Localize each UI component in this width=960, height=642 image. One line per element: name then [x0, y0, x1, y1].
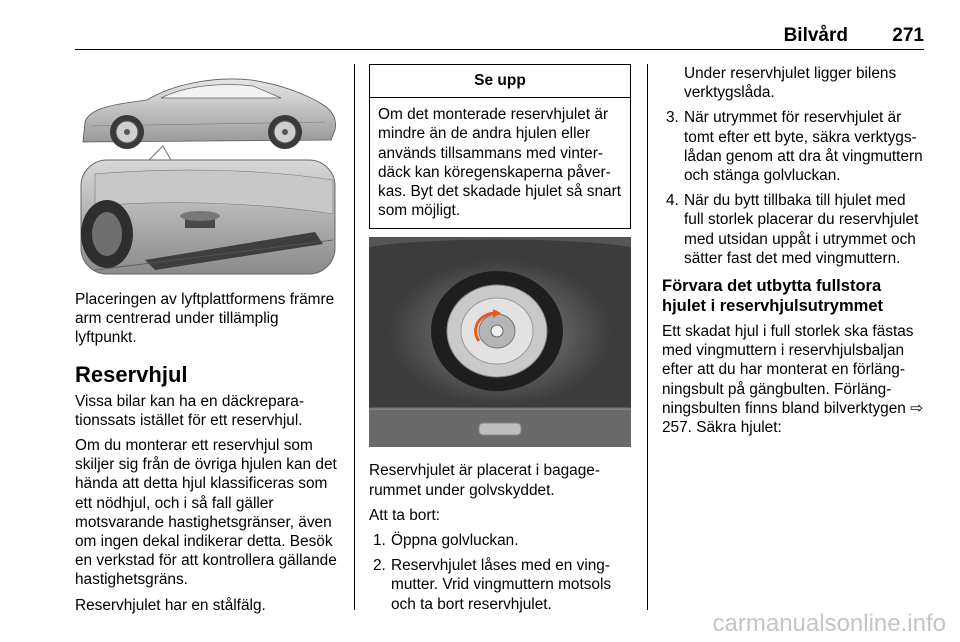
paragraph: Reservhjulet har en stålfälg.	[75, 596, 266, 614]
subsection-title: Förvara det utbytta fullstora hjulet i reservhjulsutrymmet	[662, 277, 883, 316]
page-reference-link[interactable]: 257. Säkra hjulet:	[662, 419, 782, 437]
paragraph: Om du monterar ett reservhjul som skiljer sig från de övriga hjulen kan det hända att detta hjul klassificeras som ett nödhjul, och i så fall gäller motsvarande hastighetsgränser, även om ingen dekal indikerar detta. Besök en verkstad för att kontrollera gällande hastighetsgräns.	[75, 437, 337, 589]
page-header	[75, 22, 924, 52]
column-middle	[369, 64, 631, 620]
paragraph-text: Ett skadat hjul i full storlek ska fästas med vingmuttern i reservhjulsbaljan efter att du har monterat en förlängningsbult på gängbulten. Förlängningsbulten finns bland bilverktygen	[662, 323, 914, 417]
step-text: När du bytt tillbaka till hjulet med full storlek placerar du reservhjulet med utsidan uppåt i utrymmet och sätter fast det med vingmuttern.	[684, 192, 919, 267]
watermark: carmanualsonline.info	[712, 610, 946, 637]
step-number: 2.	[373, 557, 386, 575]
caution-title: Se upp	[370, 65, 630, 98]
paragraph: Vissa bilar kan ha en däckreparationssats istället för ett reservhjul.	[75, 392, 305, 429]
list-item	[369, 556, 631, 614]
step-continuation: Under reservhjulet ligger bilens verktygslåda.	[684, 65, 897, 102]
step-number: 4.	[666, 192, 679, 210]
chapter-title: Bilvård	[783, 25, 848, 46]
paragraph	[662, 322, 925, 437]
list-item	[662, 191, 925, 268]
step-number: 1.	[373, 532, 386, 550]
list-item	[662, 108, 925, 185]
car-lift-illustration	[75, 64, 340, 276]
step-text: När utrymmet för reservhjulet är tomt efter ett byte, säkra verktygslådan genom att dra åt vingmuttern och stänga golvluckan.	[684, 109, 923, 185]
list-item	[369, 531, 631, 550]
page-number: 271	[892, 25, 924, 46]
caution-text: Om det monterade reservhjulet är mindre än de andra hjulen eller används tillsammans med vinterdäck kan köregenskaperna påverkas. Byt det skadade hjulet så snart som möjligt.	[378, 106, 621, 220]
step-list	[662, 108, 925, 268]
figure-caption: Reservhjulet är placerat i bagagerummet under golvskyddet.	[369, 462, 601, 499]
paragraph: Att ta bort:	[369, 506, 441, 524]
page-reference-icon: ⇨	[910, 399, 924, 417]
caution-box	[369, 64, 631, 229]
column-divider-1	[354, 64, 355, 610]
section-title: Reservhjul	[75, 361, 188, 387]
step-number: 3.	[666, 109, 679, 127]
step-text: Öppna golvluckan.	[391, 532, 519, 550]
column-right	[662, 64, 925, 443]
column-divider-2	[647, 64, 648, 610]
figure-caption: Placeringen av lyftplattformens främre arm centrerad under tillämplig lyftpunkt.	[75, 291, 335, 347]
column-left	[75, 64, 340, 621]
step-text: Reservhjulet låses med en vingmutter. Vrid vingmuttern motsols och ta bort reservhjulet.	[391, 557, 612, 613]
spare-wheel-illustration	[369, 237, 631, 447]
step-list	[369, 531, 631, 614]
header-rule	[75, 49, 924, 50]
